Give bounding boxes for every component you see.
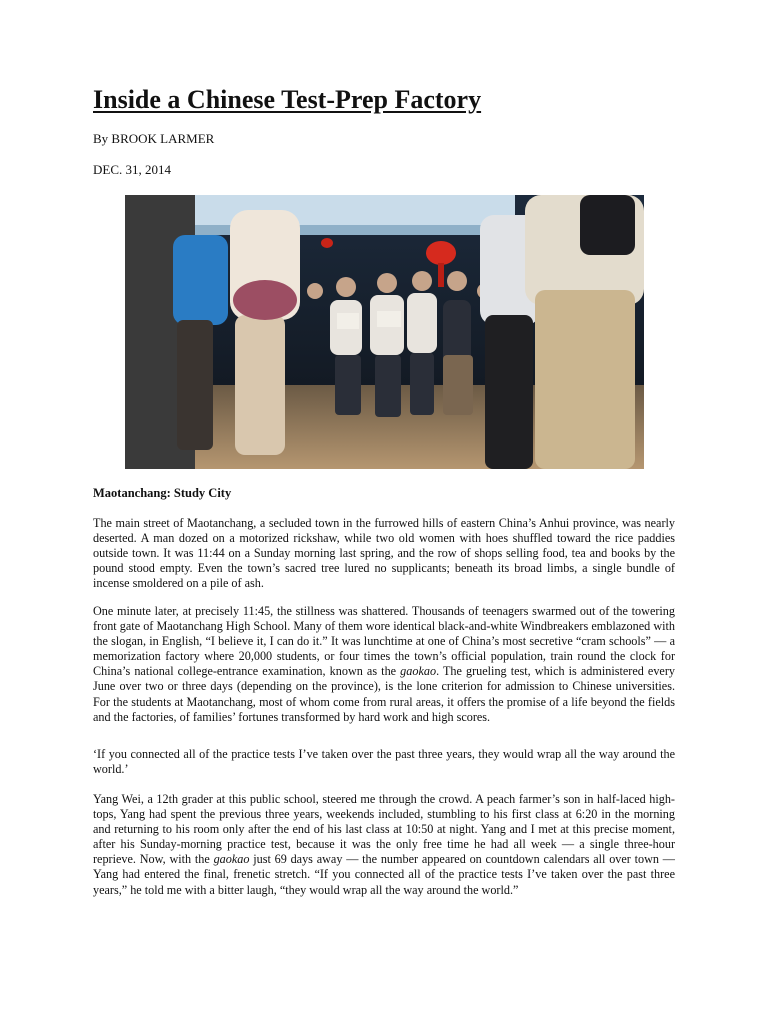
pull-quote-text: ‘If you connected all of the practice tests I’ve taken over the past three years, they would wrap all the way around the world.’ bbox=[93, 747, 675, 777]
paragraph-2-emphasis: gaokao bbox=[400, 664, 437, 679]
paragraph-1 bbox=[93, 516, 675, 591]
paragraph-1-text: The main street of Maotanchang, a secluded town in the furrowed hills of eastern China’s Anhui province, was nearly deserted. A man dozed on a motorized rickshaw, while two old women with hoes shuffled toward the rice paddies outside town. It was 11:44 on a Sunday morning last spring, and the row of shops selling food, tea and books by the pound stood empty. Even the town’s sacred tree lured no supplicants; beneath its broad limbs, a single bundle of incense smoldered on a pile of ash. bbox=[93, 516, 675, 591]
pull-quote bbox=[93, 747, 675, 777]
paragraph-4-text-b: just 69 days away — the number appeared on countdown calendars all over town — Yang had entered the final, frenetic stretch. “If you connected all of the practice tests I’ve taken over the past three years,” he told me with a bitter laugh, “they would wrap all the way around the world.” bbox=[93, 852, 675, 897]
article-photo bbox=[125, 195, 644, 469]
article-date: DEC. 31, 2014 bbox=[93, 162, 171, 177]
section-heading: Maotanchang: Study City bbox=[93, 486, 232, 500]
paragraph-4 bbox=[93, 792, 675, 898]
paragraph-2-text-a: One minute later, at precisely 11:45, the stillness was shattered. Thousands of teenagers swarmed out of the towering front gate of Maotanchang High School. Many of them wore identical black-and-white Windbreakers emblazoned with the slogan, in English, “I believe it, I can do it.” It was lunchtime at one of China’s most secretive “cram schools” — a memorization factory where 20,000 students, or four times the town’s official population, train round the clock for China’s national college-entrance examination, known as the bbox=[93, 604, 675, 679]
article-title: Inside a Chinese Test-Prep Factory bbox=[93, 85, 482, 114]
paragraph-4-text-a: Yang Wei, a 12th grader at this public school, steered me through the crowd. A peach farmer’s son in half-laced high-tops, Yang had spent the previous three years, weekends included, stumbling to his first class at 6:20 in the morning and returning to his room only after the end of his last class at 10:50 at night. Yang and I met at this precise moment, after his Sunday-morning practice test, because it was the only free time he had all week — a single three-hour reprieve. Now, with the bbox=[93, 792, 675, 867]
paragraph-2 bbox=[93, 604, 675, 725]
paragraph-2-text-b: . The grueling test, which is administered every June over two or three days (depending on the province), is the lone criterion for admission to Chinese universities. For the students at Maotanchang, most of whom come from rural areas, it offers the promise of a life beyond the fields and the factories, of families’ fortunes transformed by hard work and high scores. bbox=[93, 664, 675, 724]
article-byline: By BROOK LARMER bbox=[93, 131, 215, 146]
paragraph-4-emphasis: gaokao bbox=[213, 852, 250, 867]
students-crowd-photo bbox=[125, 195, 644, 469]
